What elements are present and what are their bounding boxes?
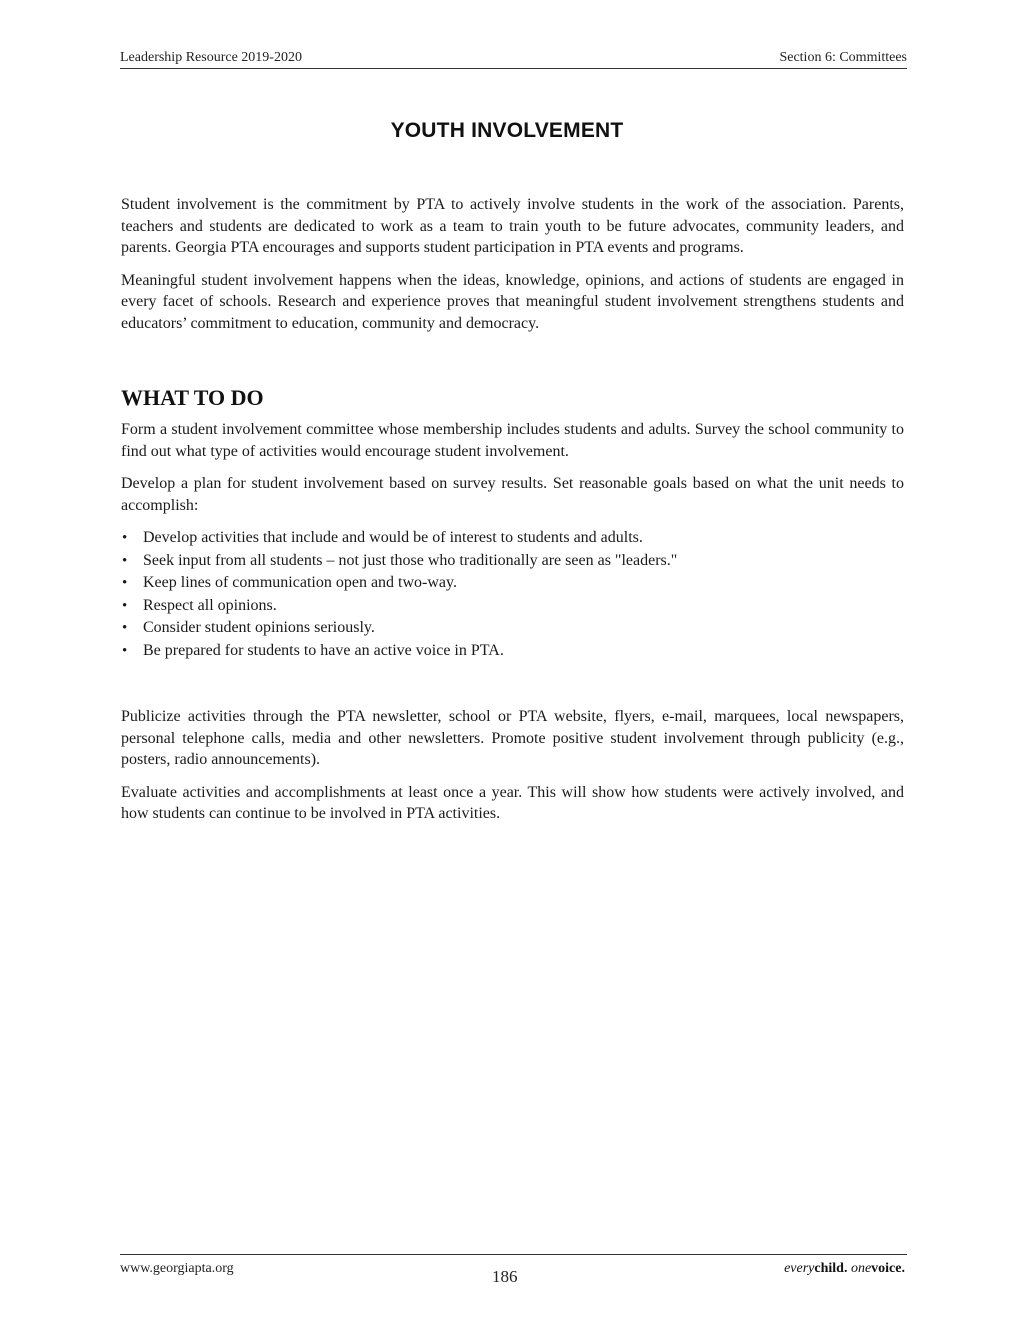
footer-slogan <box>784 1261 905 1277</box>
list-item-text: Seek input from all students – not just those who traditionally are seen as "leaders." <box>143 551 678 569</box>
slogan-one: one <box>850 1261 872 1276</box>
list-item <box>121 640 904 663</box>
main-content <box>121 194 904 836</box>
bullet-icon: • <box>122 552 128 569</box>
bullet-icon: • <box>122 620 128 636</box>
section-paragraph: Evaluate activities and accomplishments at least once a year. This will show how students were actively involved, and how students can continue to be involved in PTA activities. <box>121 783 904 822</box>
footer-website-link[interactable]: www.georgiapta.org <box>120 1261 234 1276</box>
list-item <box>121 527 904 550</box>
page-number: 186 <box>492 1267 518 1286</box>
bullet-icon: • <box>122 597 128 614</box>
bullet-icon: • <box>122 530 128 546</box>
header-section-title: Section 6: Committees <box>779 50 907 65</box>
header-document-title: Leadership Resource 2019-2020 <box>120 50 302 65</box>
list-item <box>121 617 904 640</box>
section-paragraph: Publicize activities through the PTA newsletter, school or PTA website, flyers, e-mail, marquees, local newspapers, personal telephone calls, media and other newsletters. Promote positive student involvement through publicity (e.g., posters, radio announcements). <box>121 708 904 768</box>
list-item-text: Keep lines of communication open and two-way. <box>143 574 457 591</box>
intro-paragraph: Meaningful student involvement happens when the ideas, knowledge, opinions, and actions of students are engaged in every facet of schools. Research and experience proves that meaningful student involvement strengthens students and educators’ commitment to education, community and democracy. <box>121 271 904 332</box>
slogan-child: child. <box>814 1261 848 1276</box>
list-item-text: Be prepared for students to have an active voice in PTA. <box>143 641 504 659</box>
list-item-text: Develop activities that include and would be of interest to students and adults. <box>143 529 643 546</box>
section-heading: WHAT TO DO <box>121 385 264 410</box>
bullet-list <box>121 527 904 662</box>
section-paragraph: Develop a plan for student involvement based on survey results. Set reasonable goals based on what the unit needs to accomplish: <box>121 475 904 514</box>
section-paragraph: Form a student involvement committee whose membership includes students and adults. Survey the school community to find out what type of activities would encourage student involvement. <box>121 421 904 460</box>
list-item-text: Consider student opinions seriously. <box>143 619 375 636</box>
page-title: YOUTH INVOLVEMENT <box>390 119 624 142</box>
bullet-icon: • <box>122 575 128 591</box>
list-item <box>121 550 904 573</box>
spacer <box>121 662 904 706</box>
page-footer <box>120 1254 907 1286</box>
slogan-voice: voice. <box>871 1261 905 1276</box>
bullet-icon: • <box>122 642 128 659</box>
intro-paragraph: Student involvement is the commitment by PTA to actively involve students in the work of the association. Parents, teachers and students are dedicated to work as a team to train youth to be future advocates, community leaders, and parents. Georgia PTA encourages and supports student participation in PTA events and programs. <box>121 196 904 256</box>
slogan-every: every <box>784 1261 815 1276</box>
list-item <box>121 595 904 618</box>
list-item-text: Respect all opinions. <box>143 596 277 614</box>
page-header <box>120 49 907 69</box>
list-item <box>121 572 904 595</box>
